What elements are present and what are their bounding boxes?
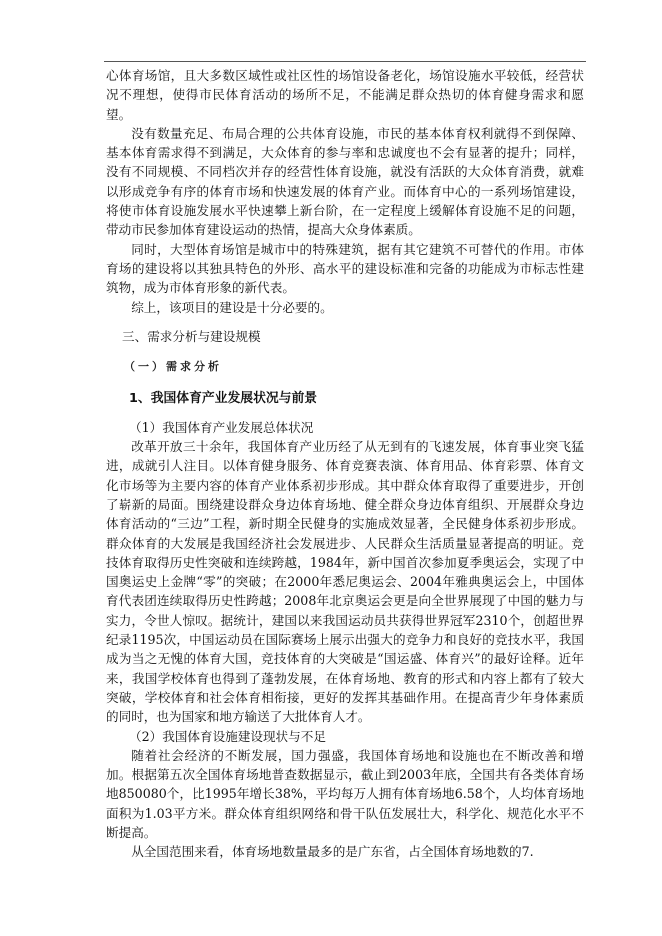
subsection-heading-1: （一）需求分析 bbox=[124, 360, 222, 374]
header-rule bbox=[104, 61, 586, 62]
paragraph-3: 同时，大型体育场馆是城市中的特殊建筑，据有其它建筑不可替代的作用。市体育场的建设将以其独具特色的外形、高水平的建设标准和完备的功能成为市标志性建筑物，成为市体育形象的新代表。 bbox=[106, 241, 584, 296]
paragraph-2: 没有数量充足、布局合理的公共体育设施，市民的基本体育权利就得不到保障、基本体育需求得不到满足，大众体育的参与率和忠诚度也不会有显著的提升；同样，没有不同规模、不同档次并存的经营性体育设施，就没有活跃的大众体育消费，就难以形成竞争有序的体育市场和快速发展的体育产业。而体育中心的一系列场馆建设，将使市体育设施发展水平快速攀上新台阶，在一定程度上缓解体育设施不足的问题，带动市民参加体育建设运动的热情，提高大众身体素质。 bbox=[106, 125, 584, 238]
paragraph-5: 改革开放三十余年，我国体育产业历经了从无到有的飞速发展，体育事业突飞猛进，成就引人注目。以体育健身服务、体育竞赛表演、体育用品、体育彩票、体育文化市场等为主要内容的体育产业体系初步形成。其中群众体育取得了重要进步，开创了崭新的局面。围绕建设群众身边体育场地、健全群众身边体育组织、开展群众身边体育活动的“三边”工程，新时期全民健身的实施成效显著，全民健身体系初步形成。群众体育的大发展是我国经济社会发展进步、人民群众生活质量显著提高的明证。竞技体育取得历史性突破和连续跨越，1984年，新中国首次参加夏季奥运会，实现了中国奥运史上金牌“零”的突破；在2000年悉尼奥运会、2004年雅典奥运会上，中国体育代表团连续取得历史性跨越；2008年北京奥运会更是向全世界展现了中国的魅力与实力，令世人惊叹。据统计，建国以来我国运动员共获得世界冠军2310个，创超世界纪录1195次，中国运动员在国际赛场上展示出强大的竞争力和良好的竞技水平，我国成为当之无愧的体育大国，竞技体育的大突破是“国运盛、体育兴”的最好诠释。近年来，我国学校体育也得到了蓬勃发展，在体育场地、教育的形式和内容上都有了较大突破，学校体育和社会体育相衔接，更好的发挥其基础作用。在提高青少年身体素质的同时，也为国家和地方输送了大批体育人才。 bbox=[106, 439, 584, 725]
paragraph-6: 随着社会经济的不断发展，国力强盛，我国体育场地和设施也在不断改善和增加。根据第五次全国体育场地普查数据显示，截止到2003年底，全国共有各类体育场地850080个，比1995年增长38%，平均每万人拥有体育场地6.58个，人均体育场地面积为1.03平方米。群众体育组织网络和骨干队伍发展壮大，科学化、规范化水平不断提高。 bbox=[106, 747, 584, 840]
paragraph-4: 综上，该项目的建设是十分必要的。 bbox=[131, 299, 333, 315]
paragraph-7: 从全国范围来看，体育场地数量最多的是广东省，占全国体育场地数的7. bbox=[131, 844, 534, 860]
section-heading-3: 三、需求分析与建设规模 bbox=[122, 328, 261, 344]
bold-heading-1: 1、我国体育产业发展状况与前景 bbox=[129, 391, 318, 407]
paragraph-1: 心体育场馆，且大多数区域性或社区性的场馆设备老化，场馆设施水平较低，经营状况不理想，使得市民体育活动的场所不足，不能满足群众热切的体育健身需求和愿望。 bbox=[106, 68, 584, 122]
numbered-heading-2: （2）我国体育设施建设现状与不足 bbox=[129, 728, 326, 744]
document-body bbox=[106, 66, 584, 862]
numbered-heading-1: （1）我国体育产业发展总体状况 bbox=[129, 419, 314, 435]
